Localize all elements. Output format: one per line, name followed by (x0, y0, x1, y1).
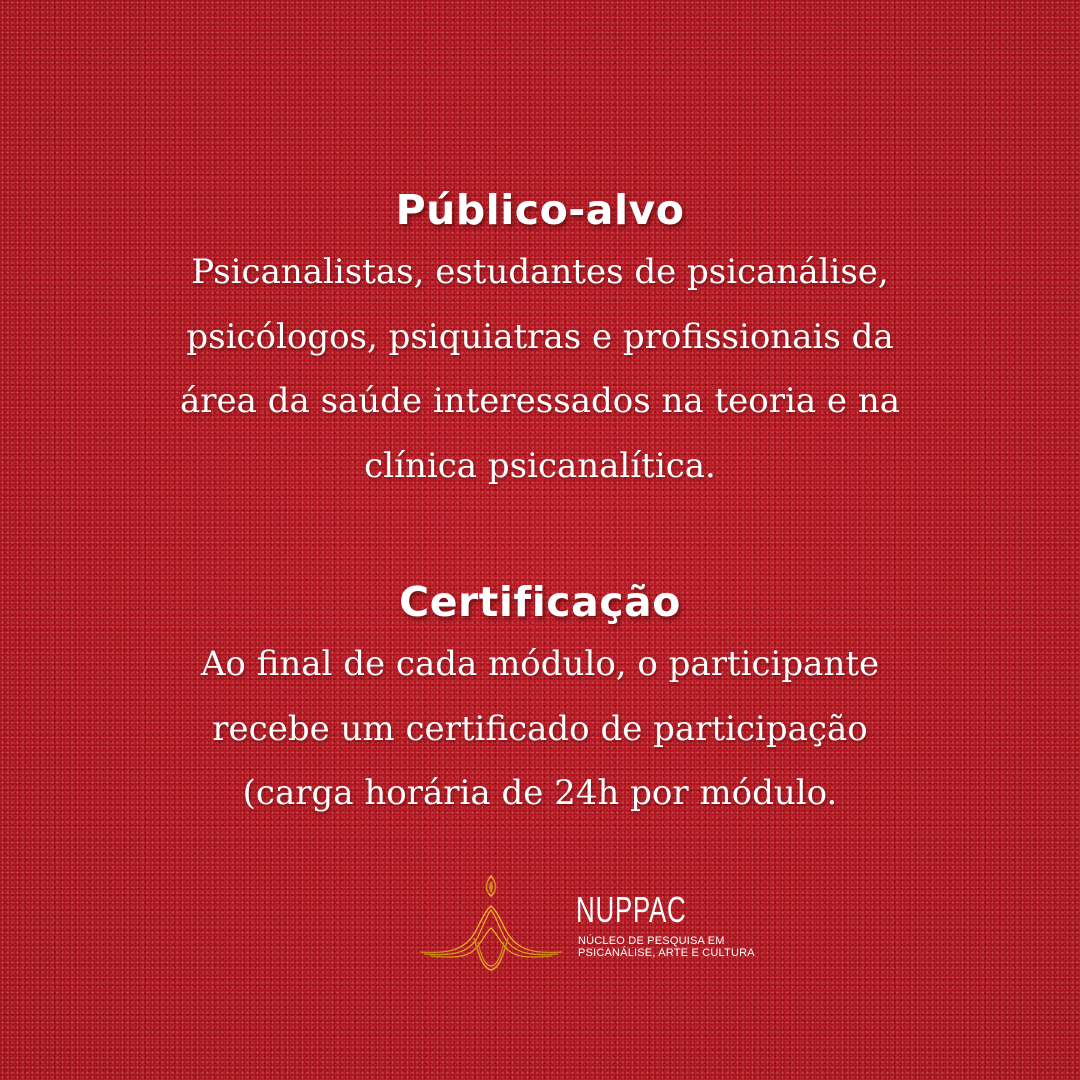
target-audience-line: Psicanalistas, estudantes de psicanálise, (191, 252, 889, 292)
nuppac-logo (418, 872, 755, 982)
logo-tagline-line: PSICANÁLISE, ARTE E CULTURA (578, 947, 755, 959)
flame-wave-icon (418, 872, 578, 982)
target-audience-heading: Público-alvo (395, 186, 685, 234)
target-audience-section (0, 180, 1080, 498)
target-audience-line: psicólogos, psiquiatras e profissionais da (186, 316, 894, 357)
certification-line: Ao final de cada módulo, o participante (200, 644, 880, 684)
target-audience-line: clínica psicanalítica. (364, 445, 716, 486)
logo-wordmark: NUPPAC (576, 889, 687, 930)
certification-section (0, 572, 1080, 826)
target-audience-line: área da saúde interessados na teoria e na (180, 381, 900, 421)
certification-line: (carga horária de 24h por módulo. (242, 773, 838, 813)
logo-tagline-line: NÚCLEO DE PESQUISA EM (578, 935, 725, 947)
certification-line: recebe um certificado de participação (212, 708, 868, 749)
certification-heading: Certificação (399, 578, 681, 626)
